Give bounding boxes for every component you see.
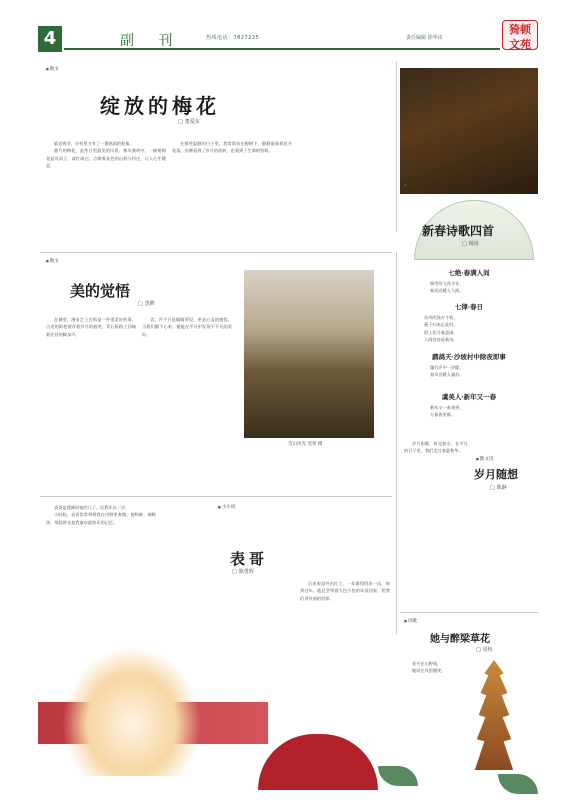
- article3-title: 表哥: [230, 550, 269, 568]
- article1-title: 绽放的梅花: [100, 94, 220, 118]
- pagoda-illustration: [470, 660, 518, 770]
- poem2-title: 七律·春日: [454, 303, 484, 311]
- poem-line: 她站在风里微笑。: [412, 668, 446, 674]
- article3-paragraph: 小时候，表哥常常带着我在田野里奔跑，捉蚂蚱，摘野果，那段时光是我童年最快乐的记忆。: [46, 512, 156, 525]
- poem-line: 春风送暖入屠苏。: [430, 372, 464, 378]
- poem3-lines: [430, 364, 530, 379]
- new-year-mascot-illustration: [62, 646, 202, 776]
- article1-paragraph: 临近春节，乡村里又有了一番热闹的景象。: [54, 141, 134, 146]
- poem1-lines: [430, 280, 530, 295]
- article1-paragraph: 腊月的梅花，是冬日里最美的风景。寒风凛冽中，一树树梅花迎风而立，或红或白，点缀着灰色的山野与村庄，让人心生暖意。: [46, 148, 166, 169]
- poem4-title: 虞美人·新年又一春: [441, 393, 497, 401]
- page-header: [38, 23, 538, 52]
- leaf-decoration: [498, 774, 538, 794]
- article3-paragraph: 后来表哥外出打工，一年难得回来一次。每到过年，他总会带着大包小包的年货回家，给我们讲外面的世界。: [300, 581, 390, 601]
- poem2-lines: [424, 314, 534, 344]
- photo-caption: 雪山风光 茂荣 摄: [288, 442, 323, 447]
- article4-title: 岁月随想: [474, 468, 518, 481]
- article1-byline: □ 董爱东: [178, 118, 200, 125]
- page-number: 4: [38, 26, 62, 52]
- column-divider: [396, 252, 397, 634]
- section-divider: [40, 496, 392, 497]
- article1-tag: ■ 散文: [46, 66, 59, 72]
- section-title: 副 刊: [120, 33, 183, 49]
- article2-title: 美的觉悟: [70, 282, 131, 300]
- plum-blossom-photo: [400, 68, 538, 194]
- article2-paragraph: 美，并不只是眼睛所见，更是心灵的感悟。当我们静下心来，便能在平凡中发现不平凡的美好。: [142, 317, 232, 337]
- article4-byline: □ 陈静: [490, 484, 507, 491]
- article4-paragraph: 岁月如歌，时光如水。在平凡的日子里，我们走过春夏秋冬。: [404, 441, 468, 454]
- article1-paragraph: 在那些寂静的日子里，我常常站在梅树下，静静地看着花开花落，仿佛看到了岁月的流转，也看到了生命的坚韧。: [172, 141, 292, 154]
- poem-line: 陌上花开春意闹，: [424, 329, 458, 335]
- poems-tag: ■ 诗词: [404, 182, 417, 188]
- article2-byline: □ 黑眸: [138, 300, 155, 307]
- article5-lines: [412, 660, 472, 675]
- hotline-info: 热线电话：7827225: [206, 35, 260, 41]
- poem-line: 东风吹绿万千枝，: [424, 315, 458, 320]
- poem3-title: 鹧鸪天·沙坡村中除夜即事: [432, 353, 506, 361]
- section-divider: [400, 612, 538, 613]
- poem-line: 春风送暖入人间。: [430, 288, 464, 294]
- article4-tag: ■ 散文诗: [476, 456, 493, 462]
- poems-byline: □ 杨琼: [462, 240, 479, 247]
- article5-byline: □ 周恒: [476, 646, 493, 653]
- editor-info: 责任编辑 徐华由: [406, 35, 443, 41]
- section-divider: [40, 252, 392, 253]
- column-logo: [502, 20, 538, 50]
- article3-tag: ■ 小小说: [218, 504, 235, 510]
- red-fan-decoration: [258, 734, 378, 790]
- snow-mountain-photo: [244, 270, 374, 438]
- column-divider: [396, 62, 397, 232]
- article2-tag: ■ 散文: [46, 258, 59, 264]
- poem1-title: 七绝·春满人间: [448, 269, 490, 277]
- poem-line: 花开在山野间，: [412, 661, 442, 666]
- poem-line: 燕子归来正此时。: [424, 322, 458, 328]
- article5-title: 她与醉梁草花: [430, 634, 490, 645]
- article3-paragraph: 表哥是我姨妈家的儿子，比我年长一岁。: [54, 505, 130, 510]
- article3-body-col2: [300, 580, 390, 720]
- poem-line: 人间处处是新诗。: [424, 337, 458, 343]
- article5-tag: ■ 诗歌: [404, 618, 417, 624]
- leaf-decoration: [378, 766, 418, 786]
- article2-body-col1: [46, 316, 136, 486]
- poem-line: 爆竹声中一岁除，: [430, 365, 464, 370]
- article2-paragraph: 在城里，漫步走上古街是一件很美好的事。古老的街巷留存着岁月的痕迹，青石板路上回响着往昔的脚步声。: [46, 317, 136, 337]
- poem4-lines: [430, 404, 530, 419]
- poem-line: 新年又一春来到，: [430, 405, 464, 410]
- logo-line-2: 文苑: [509, 38, 531, 51]
- poem-line: 万象皆更新。: [430, 412, 456, 418]
- logo-line-1: 猗顿: [509, 23, 531, 36]
- article1-body-col1: [46, 140, 166, 240]
- article3-byline: □ 陈勇辉: [232, 568, 254, 575]
- article1-body-col2: [172, 140, 292, 240]
- article4-body-col1: [404, 440, 468, 600]
- article2-body-col2: [142, 316, 232, 486]
- poem-line: 瑞雪纷飞兆丰年，: [430, 281, 464, 286]
- poems-title: 新春诗歌四首: [422, 224, 495, 238]
- article3-body-col1: [46, 504, 156, 644]
